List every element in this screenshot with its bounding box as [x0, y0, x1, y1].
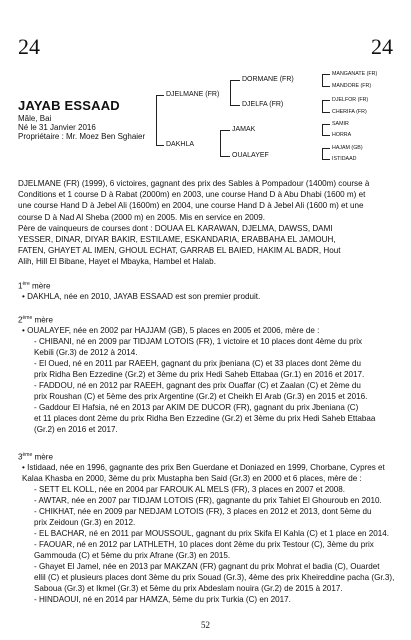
- pedigree-sdd: CHERIFA (FR): [332, 109, 367, 115]
- horse-sex-color: Mâle, Bai: [18, 114, 52, 123]
- offspring-line: - FAOUAR, né en 2012 par LATHLETH, 10 places dont 2ème du prix Testour (C), 3ème du prix: [34, 540, 374, 549]
- page-number-left: 24: [18, 34, 40, 59]
- pedigree-line: [322, 124, 323, 135]
- pedigree-line: [322, 100, 323, 112]
- pedigree-line: [156, 145, 164, 146]
- offspring-line: Kebili (Gr.3) de 2012 à 2014.: [34, 348, 138, 357]
- first-dam-heading: 1ère mère: [18, 281, 51, 291]
- pedigree-line: [322, 112, 330, 113]
- pedigree-line: [322, 124, 330, 125]
- sire-line: YESSER, DINAR, DIYAR BAKIR, ESTILAME, ESKANDARIA, ERABBAHA EL JAMOUH,: [18, 235, 336, 245]
- sire-line: Alih, Hill El Bibane, Hayet el Mbayka, Hambel et Halab.: [18, 257, 216, 267]
- pedigree-sire-sire: DORMANE (FR): [242, 76, 294, 83]
- third-dam-heading: 3ème mère: [18, 452, 53, 462]
- pedigree-line: [230, 80, 231, 105]
- pedigree-line: [220, 130, 221, 156]
- offspring-line: - FADDOU, né en 2012 par RAEEH, gagnant des prix Ouaffar (C) et Zaalan (C) et 2ème du: [34, 381, 361, 390]
- third-dam-offspring: [34, 484, 395, 605]
- pedigree-line: [230, 80, 240, 81]
- sire-line: Conditions et 1 course D à Rabat (2000m) en 2003, une course Hand D à Abu Dhabi (1600 m) et: [18, 190, 366, 200]
- offspring-line: - AWTAR, née en 2007 par TIDJAM LOTOIS (FR), gagnante du prix Tahiet El Ghouroub en 2010.: [34, 496, 382, 505]
- sire-line: une course Hand D à Jebel Ali (1600m) en 2004, une course Hand D à Jebel Ali (1600 m) et une: [18, 201, 364, 211]
- offspring-line: prix Ridha Ben Ezzedine (Gr.2) et 3ème du prix Hedi Saheb Ettabaa (Gr.1) en 2016 et 2017.: [34, 370, 365, 379]
- pedigree-dam-sire: JAMAK: [232, 126, 256, 133]
- offspring-line: (Gr.2) en 2016 et 2017.: [34, 425, 118, 434]
- third-dam-main: [22, 462, 395, 484]
- pedigree-dds: HAJAM (GB): [332, 145, 363, 151]
- horse-owner: Propriétaire : Mr. Moez Ben Sghaier: [18, 132, 146, 141]
- offspring-line: Saboua (Gr.3) et Ikmel (Gr.3) et 5ème du prix Abdeslam nouira (Gr.2) de 2015 à 2017.: [34, 584, 343, 593]
- sire-paragraph: [18, 178, 395, 268]
- offspring-line: et 11 places dont 2ème du prix Ridha Ben Ezzedine (Gr.2) et 3ème du prix Hedi Saheb Ettabaa: [34, 414, 376, 423]
- offspring-line: - EL BACHAR, né en 2011 par MOUSSOUL, gagnant du prix Skifa El Kahla (C) et 1 place en 2014.: [34, 529, 389, 538]
- footer-page-number: 52: [201, 620, 210, 630]
- pedigree-line: [322, 74, 323, 86]
- pedigree-dsd: HORRA: [332, 132, 352, 138]
- pedigree-line: [156, 95, 157, 145]
- pedigree-sds: DJELFOR (FR): [332, 97, 369, 103]
- pedigree-line: [322, 100, 330, 101]
- offspring-line: - Gaddour El Hafsia, né en 2013 par AKIM DE DUCOR (FR), gagnant du prix Jbeniana (C): [34, 403, 359, 412]
- pedigree-sire-dam: DJELFA (FR): [242, 101, 284, 108]
- pedigree-dam-dam: OUALAYEF: [232, 152, 269, 159]
- sire-line: FATEN, GHAYET AL IMEN, GHOUL ECHAT, GARRAB EL BAIED, HAKIM AL BADR, Hout: [18, 246, 341, 256]
- pedigree-line: [322, 135, 330, 136]
- pedigree-sss: MANGANATE (FR): [332, 71, 378, 77]
- pedigree-line: [322, 74, 330, 75]
- pedigree-line: [220, 130, 230, 131]
- pedigree-sire: DJELMANE (FR): [166, 91, 220, 98]
- offspring-line: ellil (C) et plusieurs places dont 3ème du prix Souad (Gr.3), 4ème des prix Kheireddine pacha (Gr.3),: [34, 573, 395, 582]
- pedigree-line: [322, 148, 330, 149]
- pedigree-line: [156, 95, 164, 96]
- pedigree-dss: SAMIR: [332, 121, 349, 127]
- pedigree-line: [322, 86, 330, 87]
- offspring-line: Gammouda (C) et 5ème du prix Afrane (Gr.3) en 2015.: [34, 551, 231, 560]
- pedigree-line: [322, 148, 323, 159]
- second-dam-offspring: [34, 336, 395, 435]
- offspring-line: - SETT EL KOLL, née en 2004 par FAROUK AL MELS (FR), 3 places en 2007 et 2008.: [34, 485, 346, 494]
- sire-line: DJELMANE (FR) (1999), 6 victoires, gagnant des prix des Sables à Pompadour (1400m) course à: [18, 179, 370, 188]
- page-number-right: 24: [371, 34, 393, 59]
- pedigree-ssd: MANDORE (FR): [332, 83, 372, 89]
- sire-line: Père de vainqueurs de courses dont : DOUAA EL KARAWAN, DJELMA, DAWSS, DAMI: [18, 223, 333, 233]
- horse-name: JAYAB ESSAAD: [18, 98, 120, 113]
- first-dam-item: • DAKHLA, née en 2010, JAYAB ESSAAD est son premier produit.: [22, 292, 261, 301]
- pedigree-line: [230, 105, 240, 106]
- second-dam-heading: 2ème mère: [18, 315, 53, 325]
- third-dam-main-line: Kalaa Khasba en 2000, 3ème du prix Mustapha ben Said (Gr.3) en 2000 et 6 places, mère de :: [22, 474, 362, 483]
- pedigree-line: [322, 159, 330, 160]
- offspring-line: - Ghayet El Jamel, née en 2013 par MAKZAN (FR) gagnant du prix Mohrat el badia (C), Ouardet: [34, 562, 380, 571]
- horse-birth: Né le 31 Janvier 2016: [18, 123, 96, 132]
- second-dam-main: • OUALAYEF, née en 2002 par HAJJAM (GB), 5 places en 2005 et 2006, mère de :: [22, 326, 320, 335]
- offspring-line: - CHIKHAT, née en 2009 par NEDJAM LOTOIS (FR), 3 places en 2012 et 2013, dont 5ème du: [34, 507, 372, 516]
- offspring-line: - CHIBANI, né en 2009 par TIDJAM LOTOIS (FR), 1 victoire et 10 places dont 4ème du prix: [34, 337, 363, 346]
- offspring-line: - El Oued, né en 2011 par RAEEH, gagnant du prix jbeniana (C) et 33 places dont 2ème du: [34, 359, 361, 368]
- pedigree-dam: DAKHLA: [166, 141, 195, 148]
- pedigree-line: [220, 156, 230, 157]
- third-dam-main-line: • Istidaad, née en 1996, gagnante des prix Ben Guerdane et Doniazed en 1999, Chorbane, Cypres et: [22, 463, 385, 472]
- offspring-line: - HINDAOUI, né en 2014 par HAMZA, 5ème du prix Turkia (C) en 2017.: [34, 595, 291, 604]
- offspring-line: prix Roushan (C) et 5ème des prix Argentine (Gr.2) et Cheikh El Arab (Gr.3) en 2015 et 2016.: [34, 392, 368, 401]
- offspring-line: prix Zeidoun (Gr.3) en 2012.: [34, 518, 136, 527]
- sire-line: course D à Nad Al Sheba (2000 m) en 2005. Mis en service en 2009.: [18, 212, 266, 222]
- pedigree-ddd: ISTIDAAD: [332, 156, 357, 162]
